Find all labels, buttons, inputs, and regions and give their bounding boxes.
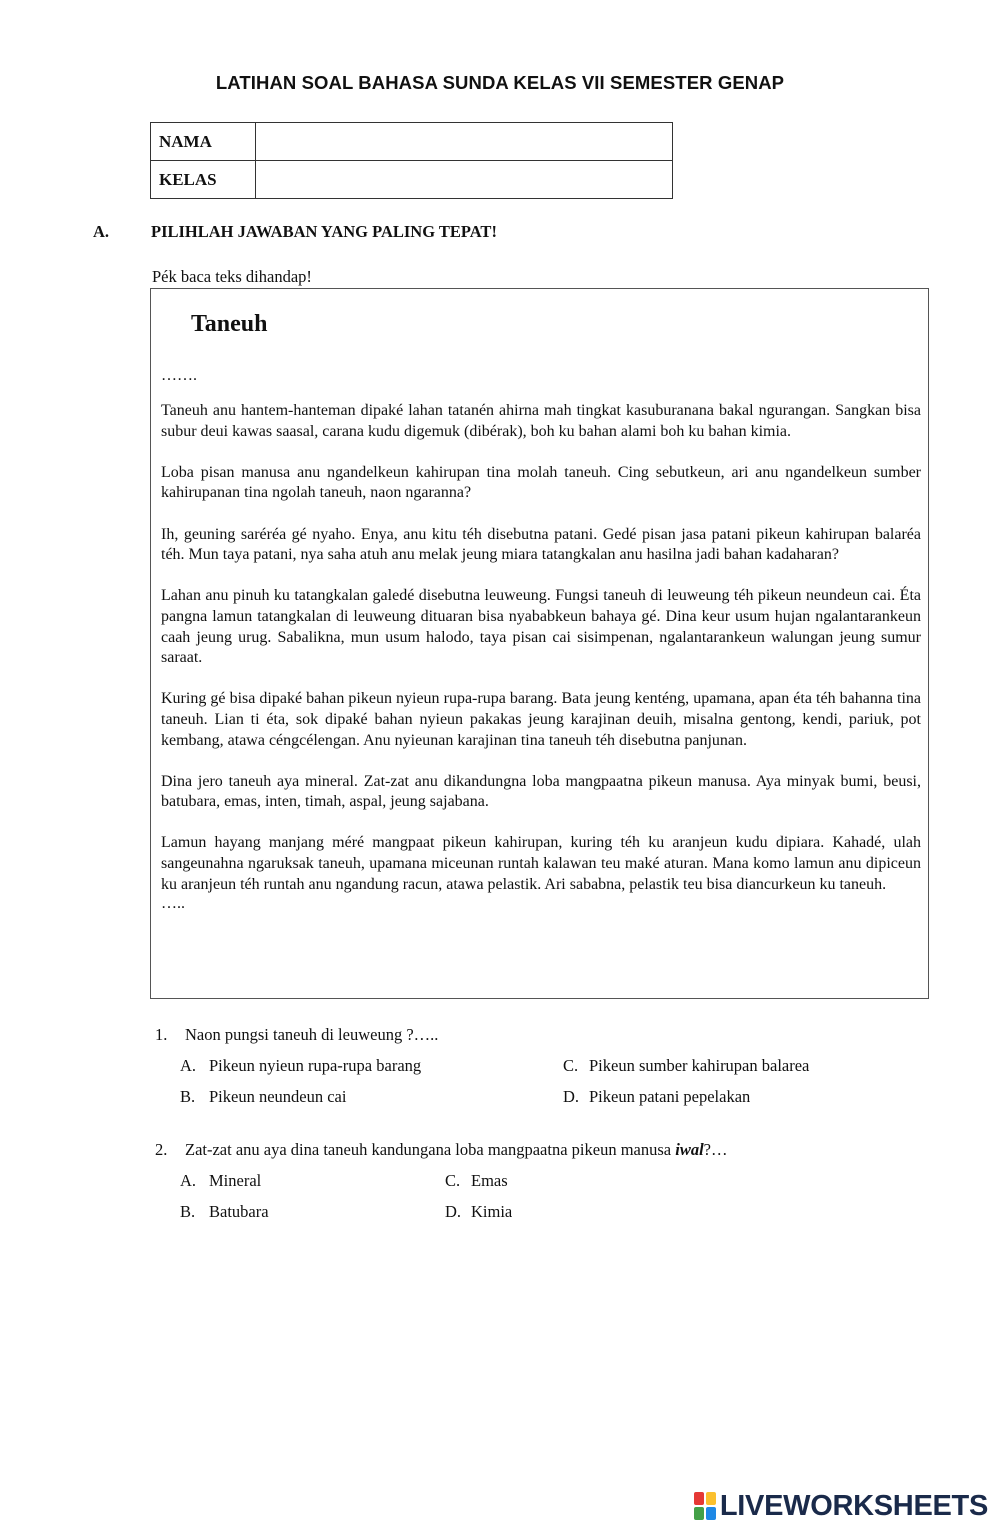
- option-text: Pikeun neundeun cai: [209, 1087, 347, 1106]
- q2-option-a[interactable]: [180, 1171, 261, 1191]
- passage-ellipsis-top: …….: [161, 367, 197, 384]
- option-letter: B.: [180, 1202, 196, 1221]
- q1-option-c[interactable]: [563, 1056, 809, 1076]
- logo-block: [706, 1492, 716, 1505]
- passage-paragraph: Dina jero taneuh aya mineral. Zat-zat anu dikandungna loba mangpaatna pikeun manusa. Aya minyak bumi, beusi, batubara, emas, inten, timah, aspal, jeung sajabana.: [161, 772, 921, 811]
- q1-option-b[interactable]: [180, 1087, 346, 1107]
- question-text: Naon pungsi taneuh di leuweung ?…..: [185, 1025, 439, 1044]
- option-text: Pikeun patani pepelakan: [589, 1087, 751, 1106]
- passage-paragraph: Loba pisan manusa anu ngandelkeun kahirupan tina molah taneuh. Cing sebutkeun, ari anu ngandelkeun sumber kahirupanan tina ngolah taneuh, naon ngaranna?: [161, 463, 921, 502]
- brand-name: LIVEWORKSHEETS: [719, 1489, 988, 1522]
- nama-field[interactable]: [256, 123, 673, 161]
- kelas-field[interactable]: [256, 161, 673, 199]
- reading-instruction: Pék baca teks dihandap!: [152, 267, 312, 286]
- passage-paragraph: Taneuh anu hantem-hanteman dipaké lahan tatanén ahirna mah tingkat kasuburanana bakal ngurangan. Sangkan bisa subur deui kawas saasal, carana kudu digemuk (dibérak), boh ku bahan alami boh ku bahan kimia.: [161, 402, 921, 440]
- passage-paragraph: Kuring gé bisa dipaké bahan pikeun nyieun rupa-rupa barang. Bata jeung kenténg, upamana, apan éta téh bahanna tina taneuh. Lian ti éta, sok dipaké bahan nyieun pakakas jeung karajinan deuih, misalna gentong, kendi, pariuk, pot kembang, atawa céngcélengan. Anu nyieunan karajinan tina taneuh téh disebutna panjunan.: [161, 690, 921, 749]
- passage-paragraph: Lamun hayang manjang méré mangpaat pikeun kahirupan, kuring téh ku aranjeun kudu dipiara. Kahadé, ulah sangeunahna ngaruksak taneuh, upamana miceunan runtah kalawan teu maké aturan. Mana komo lamun anu dipiceun ku aranjeun téh runtah anu ngandung racun, atawa pelastik. Ari sababna, pelastik teu bisa diancurkeun ku taneuh.: [161, 834, 921, 893]
- section-number: A.: [93, 222, 110, 241]
- question-number: 1.: [155, 1025, 168, 1044]
- section-a-heading: [93, 222, 497, 242]
- q2-option-d[interactable]: [445, 1202, 512, 1222]
- option-text: Emas: [471, 1171, 508, 1190]
- option-letter: B.: [180, 1087, 196, 1106]
- section-heading-text: PILIHLAH JAWABAN YANG PALING TEPAT!: [151, 222, 497, 241]
- passage-title: Taneuh: [191, 311, 268, 337]
- option-text: Pikeun sumber kahirupan balarea: [589, 1056, 810, 1075]
- question-emphasis: iwal: [675, 1140, 704, 1159]
- option-letter: C.: [445, 1171, 461, 1190]
- option-letter: A.: [180, 1056, 197, 1075]
- nama-label: NAMA: [151, 123, 256, 161]
- option-text: Batubara: [209, 1202, 269, 1221]
- identity-table: [150, 122, 673, 199]
- passage-body: [161, 401, 921, 913]
- option-text: Mineral: [209, 1171, 262, 1190]
- q2-option-b[interactable]: [180, 1202, 269, 1222]
- logo-block: [706, 1507, 716, 1520]
- option-text: Pikeun nyieun rupa-rupa barang: [209, 1056, 422, 1075]
- logo-block: [694, 1492, 704, 1505]
- liveworksheets-logo: [694, 1489, 988, 1523]
- liveworksheets-logo-icon: [694, 1492, 716, 1520]
- passage-paragraph: Lahan anu pinuh ku tatangkalan galedé disebutna leuweung. Fungsi taneuh di leuweung téh pikeun neundeun cai. Éta pangna lamun tatangkalan di leuweung dituaran bisa nyababkeun bahaya gé. Dina keur usum hujan ngalantarankeun caah jeung urug. Sabalikna, mun usum halodo, taya pisan cai sisimpenan, ngalantarankeun walungan jeung sumur saraat.: [161, 587, 921, 667]
- question-1: [155, 1025, 438, 1045]
- passage-paragraph: Ih, geuning saréréa gé nyaho. Enya, anu kitu téh disebutna patani. Gedé pisan jasa patani pikeun kahirupan balaréa téh. Mun taya patani, nya saha atuh anu melak jeung miara tatangkalan anu hasilna jadi bahan kadaharan?: [161, 525, 921, 564]
- option-letter: C.: [563, 1056, 579, 1075]
- logo-block: [694, 1507, 704, 1520]
- option-letter: D.: [563, 1087, 580, 1106]
- kelas-label: KELAS: [151, 161, 256, 199]
- q2-option-c[interactable]: [445, 1171, 508, 1191]
- question-number: 2.: [155, 1140, 168, 1159]
- question-text-end: ?…: [703, 1140, 728, 1159]
- question-text: Zat-zat anu aya dina taneuh kandungana loba mangpaatna pikeun manusa: [185, 1140, 676, 1159]
- reading-passage-box: [150, 288, 929, 999]
- q1-option-d[interactable]: [563, 1087, 750, 1107]
- option-letter: A.: [180, 1171, 197, 1190]
- nama-row: [151, 123, 673, 161]
- kelas-row: [151, 161, 673, 199]
- option-text: Kimia: [471, 1202, 513, 1221]
- option-letter: D.: [445, 1202, 462, 1221]
- passage-ellipsis-bottom: …..: [161, 895, 185, 913]
- question-2: [155, 1140, 728, 1160]
- page-title: LATIHAN SOAL BAHASA SUNDA KELAS VII SEMESTER GENAP: [215, 72, 785, 93]
- q1-option-a[interactable]: [180, 1056, 421, 1076]
